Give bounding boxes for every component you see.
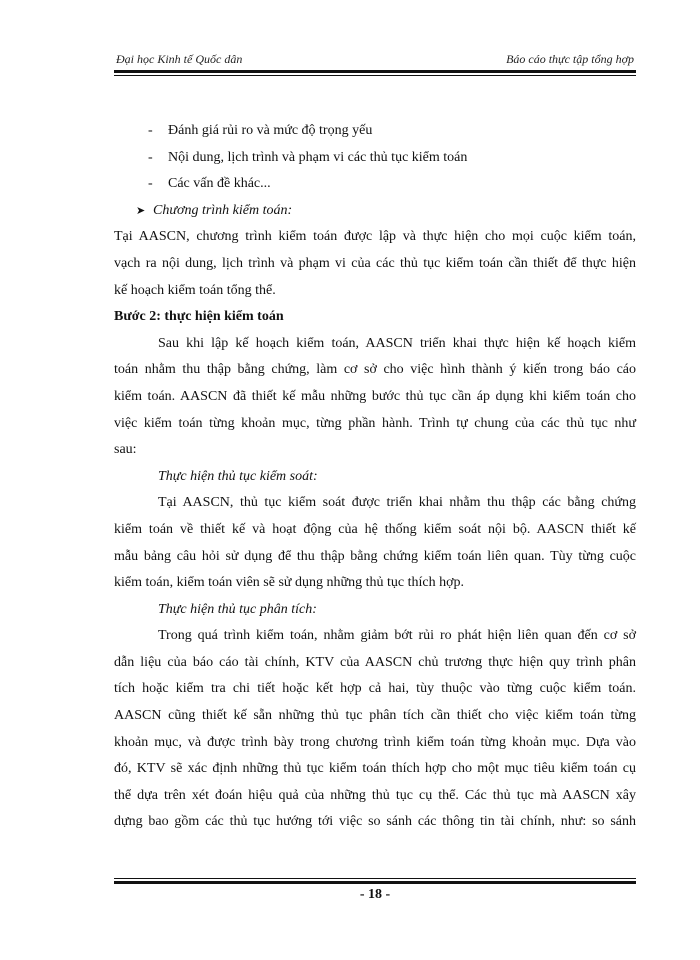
paragraph-line: tích hoặc kiểm tra chi tiết hoặc kết hợp cả hai, tùy thuộc vào từng cuộc kiểm toán. bbox=[114, 681, 636, 697]
paragraph-line: thể dựa trên xét đoán hiệu quả của những thủ tục cụ thể. Các thủ tục mà AASCN xây bbox=[114, 787, 636, 803]
paragraph-line: kiểm toán. AASCN đã thiết kế mẫu những bước thủ tục cần áp dụng khi kiểm toán cho bbox=[114, 388, 636, 404]
arrow-heading bbox=[114, 198, 636, 225]
sub-heading-analysis: Thực hiện thủ tục phân tích: bbox=[158, 601, 317, 617]
paragraph-line: đó, KTV sẽ xác định những thủ tục kiểm toán thích hợp cho một mục tiêu kiểm toán cụ bbox=[114, 761, 636, 777]
paragraph-line: kiểm toán, kiểm toán viên sẽ sử dụng những thủ tục thích hợp. bbox=[114, 575, 464, 591]
paragraph-line: Trong quá trình kiểm toán, nhằm giảm bớt rủi ro phát hiện liên quan đến cơ sở bbox=[158, 628, 636, 644]
header-rule-thick bbox=[114, 70, 636, 73]
paragraph-line: mẫu bảng câu hỏi sử dụng để thu thập bằng chứng kiểm toán liên quan. Tùy từng cuộc bbox=[114, 548, 636, 564]
header-university: Đại học Kinh tế Quốc dân bbox=[116, 52, 243, 66]
footer-rule-thin bbox=[114, 878, 636, 879]
bullet-text: Đánh giá rủi ro và mức độ trọng yếu bbox=[168, 123, 373, 138]
sub-heading-control: Thực hiện thủ tục kiểm soát: bbox=[158, 468, 318, 484]
bullet-item bbox=[114, 171, 636, 198]
arrow-heading-text: Chương trình kiểm toán: bbox=[153, 202, 293, 218]
paragraph-line: vạch ra nội dung, lịch trình và phạm vi của các thủ tục kiểm toán cần thiết để thực hiện bbox=[114, 255, 636, 271]
paragraph-line: việc kiểm toán từng khoản mục, từng phần hành. Trình tự chung của các thủ tục như bbox=[114, 415, 636, 431]
paragraph-line: dựng bao gồm các thủ tục hướng tới việc so sánh các thông tin tài chính, như: so sánh bbox=[114, 814, 636, 830]
step2-heading: Bước 2: thực hiện kiểm toán bbox=[114, 309, 284, 325]
paragraph-line: dẫn liệu của báo cáo tài chính, KTV của AASCN chủ trương thực hiện quy trình phân bbox=[114, 654, 636, 670]
dash-marker: - bbox=[148, 149, 153, 165]
paragraph-line: khoản mục, và được trình bày trong chương trình kiểm toán từng khoản mục. Dựa vào bbox=[114, 734, 636, 750]
paragraph-line: toán nhằm thu thập bằng chứng, làm cơ sở cho việc hình thành ý kiến trong báo cáo bbox=[114, 362, 636, 378]
dash-marker: - bbox=[148, 123, 153, 138]
bullet-text: Các vấn đề khác... bbox=[168, 176, 271, 192]
bullet-text: Nội dung, lịch trình và phạm vi các thủ tục kiểm toán bbox=[168, 149, 468, 165]
bullet-item bbox=[114, 145, 636, 172]
header-report-title: Báo cáo thực tập tổng hợp bbox=[506, 52, 634, 66]
page-number: - 18 - bbox=[359, 887, 391, 902]
paragraph-line: AASCN cũng thiết kế sẵn những thủ tục phân tích cần thiết cho việc kiểm toán từng bbox=[114, 708, 636, 724]
arrow-icon: ➤ bbox=[136, 204, 146, 217]
dash-marker: - bbox=[148, 176, 153, 192]
header-rule-thin bbox=[114, 75, 636, 76]
paragraph-line: kiểm toán về thiết kế và hoạt động của hệ thống kiểm soát nội bộ. AASCN thiết kế bbox=[114, 521, 636, 537]
page-header bbox=[114, 52, 636, 70]
paragraph-line: Tại AASCN, thủ tục kiểm soát được triển khai nhằm thu thập các bằng chứng bbox=[158, 495, 636, 511]
page-body bbox=[114, 118, 636, 836]
paragraph-line: kế hoạch kiểm toán tổng thể. bbox=[114, 282, 276, 298]
paragraph-line: Tại AASCN, chương trình kiểm toán được lập và thực hiện cho mọi cuộc kiểm toán, bbox=[114, 229, 636, 245]
paragraph-line: Sau khi lập kế hoạch kiểm toán, AASCN triển khai thực hiện kế hoạch kiểm bbox=[158, 335, 636, 351]
paragraph-line: sau: bbox=[114, 442, 137, 458]
bullet-item bbox=[114, 118, 636, 145]
